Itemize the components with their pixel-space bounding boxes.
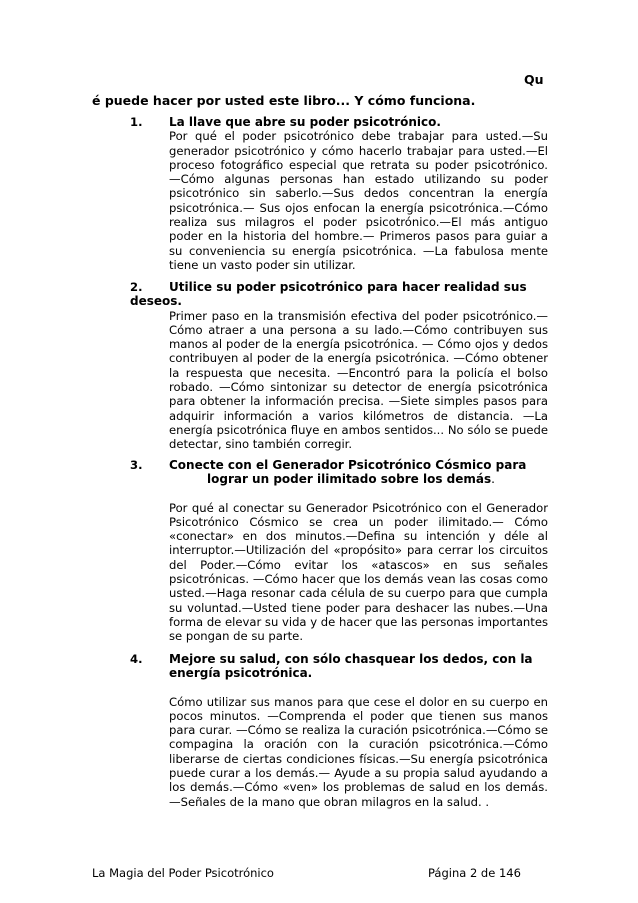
item-heading <box>169 458 548 487</box>
item-heading-text: lograr un poder ilimitado sobre los demás <box>207 472 492 487</box>
item-heading-line: deseos. <box>130 294 182 309</box>
item-heading-line: Conecte con el Generador Psicotrónico Cósmico para <box>169 458 527 472</box>
page-title: é puede hacer por usted este libro... Y cómo funciona. <box>92 93 476 108</box>
item-heading-line: energía psicotrónica. <box>169 666 313 681</box>
item-number: 3. <box>130 458 143 472</box>
item-heading-line: Utilice su poder psicotrónico para hacer realidad sus <box>169 280 527 294</box>
item-number: 2. <box>130 280 143 294</box>
list-item <box>92 652 548 809</box>
item-heading-period: . <box>491 472 495 487</box>
item-number: 4. <box>130 652 143 666</box>
footer-page-number: Página 2 de 146 <box>428 866 521 880</box>
item-body: Primer paso en la transmisión efectiva del poder psicotrónico.— Cómo atraer a una persona a su lado.—Cómo contribuyen sus manos al poder de la energía psicotrónica. — Cómo ojos y dedos contribuyen al poder de la energía psicotrónica. —Cómo obtener la respuesta que necesita. —Encontró para la policía el bolso robado. —Cómo sintonizar su detector de energía psicotrónica para obtener la información precisa. —Siete simples pasos para adquirir información a varios kilómetros de distancia. —La energía psicotrónica fluye en ambos sentidos... No sólo se puede detectar, sino también corregir. <box>169 308 548 452</box>
list-item <box>92 458 548 644</box>
item-body: Por qué el poder psicotrónico debe trabajar para usted.—Su generador psicotrónico y cómo hacerlo trabajar para usted.—El proceso fotográfico especial que retrata su poder psicotrónico. —Cómo algunas personas han estado utilizando su poder psicotrónico sin saberlo.—Sus dedos concentran la energía psicotrónica.— Sus ojos enfocan la energía psicotrónica.—Cómo realiza sus milagros el poder psicotrónico.—El más antiguo poder en la historia del hombre.— Primeros pasos para guiar a su conveniencia su energía psicotrónica. —La fabulosa mente tiene un vasto poder sin utilizar. <box>169 129 548 272</box>
page-title-fragment: Qu <box>524 72 544 87</box>
list-item <box>92 115 548 272</box>
item-heading <box>130 280 548 309</box>
item-heading-line: Mejore su salud, con sólo chasquear los dedos, con la <box>169 652 533 666</box>
item-heading <box>169 652 548 681</box>
footer-book-title: La Magia del Poder Psicotrónico <box>92 866 274 880</box>
item-heading-line <box>169 472 548 486</box>
list-item <box>92 280 548 452</box>
item-number: 1. <box>130 115 143 129</box>
item-body: Por qué al conectar su Generador Psicotrónico con el Generador Psicotrónico Cósmico se crea un poder ilimitado.— Cómo «conectar» en dos minutos.—Defina su intención y déle al interruptor.—Utilización del «propósito» para cerrar los circuitos del Poder.—Cómo evitar los «atascos» en sus señales psicotrónicas. —Cómo hacer que los demás vean las cosas como usted.—Haga resonar cada célula de su cuerpo para que cumpla su voluntad.—Usted tiene poder para deshacer las nubes.—Una forma de elevar su vida y de hacer que las personas importantes se pongan de su parte. <box>169 500 548 644</box>
item-body: Cómo utilizar sus manos para que cese el dolor en su cuerpo en pocos minutos. —Comprenda el poder que tienen sus manos para curar. —Cómo se realiza la curación psicotrónica.—Cómo se compagina la oración con la curación psicotrónica.—Cómo liberarse de ciertas condiciones físicas.—Su energía psicotrónica puede curar a los demás.— Ayude a su propia salud ayudando a los demás.—Cómo «ven» los problemas de salud en los demás.—Señales de la mano que obran milagros en la salud. . <box>169 694 548 809</box>
item-heading: La llave que abre su poder psicotrónico. <box>169 115 441 129</box>
